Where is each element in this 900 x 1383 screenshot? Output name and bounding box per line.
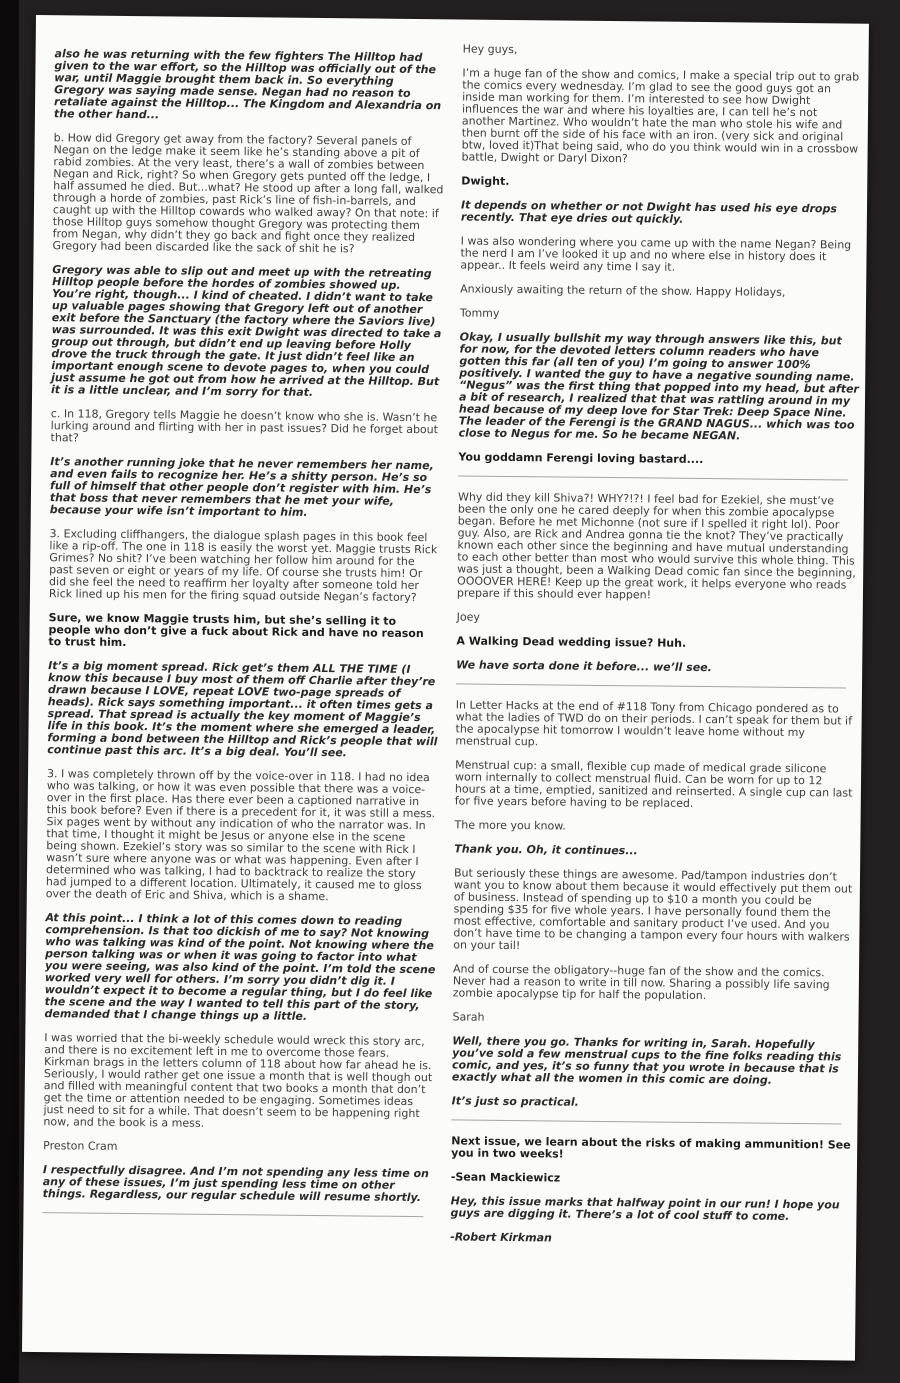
paragraph: It’s another running joke that he never remembers her name, and even fails to recognize her. He’s a shitty person. He’s so full of himself that other people don’t register with him. He’s that boss that never remembers that he met your wife, because your wife isn’t important to him. — [49, 455, 434, 519]
paragraph: Sarah — [452, 1010, 485, 1024]
paragraph: b. How did Gregory get away from the factory? Several panels of Negan on the ledge make it seem like he’s standing above a pit of rabid zombies. At the very least, there’s a wall of zombies between Negan and Rick, right? So when Gregory gets punted off the ledge, I half assumed he died. But...what? He stood up after a long fall, walked through a horde of zombies, past Rick’s line of fish-in-barrels, and caught up with the Hilltop cowards who walked away? On that note: if those Hilltop guys somehow thought Gregory was protecting them from Negan, why didn’t they go back and fight once they realized Gregory had been discarded like the sack of shit he is? — [52, 131, 444, 256]
paragraph: Okay, I usually bullshit my way through answers like this, but for now, for the devoted letters column readers who have gotten this far (all ten of you) I’m going to answer 100% positively. I wanted the guy to have a negative sounding name. “Negus” was the first thing that popped into my head, but after a bit of research, I realized that that was rattling around in my head because of my deep love for Star Trek: Deep Space Nine. The leader of the Ferengi is the GRAND NAGUS... which was too close to Negus for me. So he became NEGAN. — [458, 330, 859, 443]
letters-page-columns — [23, 15, 869, 1260]
paragraph: Tommy — [459, 306, 500, 320]
paragraph: The more you know. — [454, 818, 566, 833]
paragraph: I’m a huge fan of the show and comics, I make a special trip out to grab the comics every wednesday. I’m glad to see the good guys got an inside man working for them. I’m interested to see how Dwight influences the war and where his loyalties are, I can tell he’s not another Martinez. Who wouldn’t hate the man who stole his wife and then burnt off the side of his face with an iron. (very sick and original btw, loved it)That being said, who do you think would win in a crossbow battle, Dwight or Daryl Dixon? — [461, 66, 860, 166]
paragraph: It’s just so practical. — [451, 1094, 579, 1109]
paragraph: I respectfully disagree. And I’m not spending any less time on any of these issues, I’m just spending less time on other things. Regardless, our regular schedule will resume shortly. — [42, 1163, 429, 1205]
letter-separator — [458, 475, 848, 480]
scan-edge-shadow — [0, 0, 19, 1383]
paragraph: c. In 118, Gregory tells Maggie he doesn’t know who she is. Wasn’t he lurking around and flirting with her in past issues? Did he forget about that? — [50, 407, 439, 445]
paragraph: You goddamn Ferengi loving bastard.... — [458, 450, 704, 467]
letter-separator — [456, 683, 846, 688]
paragraph: also he was returning with the few fighters The Hilltop had given to the war effort, so the Hilltop was officially out of the war, until Maggie brought them back in. So everything Gregory was saying made sense. Negan had no reason to retaliate against the Hilltop... The Kingdom and Alexandria on the other hand... — [53, 47, 442, 122]
paragraph: It depends on whether or not Dwight has used his eye drops recently. That eye dries out quickly. — [460, 198, 837, 226]
paragraph: -Robert Kirkman — [450, 1230, 552, 1245]
paragraph: -Sean Mackiewicz — [450, 1170, 561, 1185]
paragraph: Dwight. — [461, 174, 510, 188]
paragraph: Next issue, we learn about the risks of making ammunition! See you in two weeks! — [451, 1134, 851, 1161]
paragraph: At this point... I think a lot of this comes down to reading comprehension. Is that too dickish of me to say? Not knowing who was talking was kind of the point. Not knowing where the person talking was or when it was going to factor into what you were seeing, was also kind of the point. I’m told the scene worked very well for others. I’m sorry you didn’t dig it. I wouldn’t expect it to become a regular thing, but I do feel like the scene and the way I wanted to tell this part of the story, demanded that I change things up a little. — [44, 911, 436, 1023]
paragraph: Hey, this issue marks that halfway point in our run! I hope you guys are digging it. There’s a lot of cool stuff to come. — [450, 1194, 840, 1223]
paragraph: Sure, we know Maggie trusts him, but she’s selling it to people who don’t give a fuck about Rick and have no reason to trust him. — [48, 611, 424, 649]
paragraph: Preston Cram — [43, 1139, 118, 1153]
paragraph: I was also wondering where you came up with the name Negan? Being the nerd I am I’ve looked it up and no where else in history does it appear.. It feels weird any time I say it. — [460, 234, 852, 274]
paragraph: In Letter Hacks at the end of #118 Tony from Chicago pondered as to what the ladies of TWD do on their periods. I can’t speak for them but if the apocalypse hit tomorrow I wouldn’t leave home without my menstrual cup. — [455, 698, 853, 749]
paragraph: A Walking Dead wedding issue? Huh. — [456, 634, 687, 650]
paragraph: It’s a big moment spread. Rick get’s them ALL THE TIME (I know this because I buy most of them off Charlie after they’re drawn because I LOVE, repeat LOVE two-page spreads of heads). Rick says something important... it often times gets a spread. That spread is actually the key moment of Maggie’s life in this book. It’s the moment where she emerged a leader, forming a bond between the Hilltop and Rick’s people that will continue past this arc. It’s a big deal. You’ll see. — [47, 659, 438, 760]
right-column — [450, 43, 863, 1259]
letter-separator — [42, 1212, 423, 1217]
paragraph: Joey — [456, 610, 481, 624]
paragraph: And of course the obligatory--huge fan of the show and the comics. Never had a reason to write in till now. Sharing a possibly life saving zombie apocalypse tip for half the population. — [452, 962, 830, 1003]
letters-page — [22, 15, 869, 1361]
paragraph: I was worried that the bi-weekly schedule would wreck this story arc, and there is no excitement left in me to overcome those fears. Kirkman brags in the letters column of 118 about how far ahead he is. Seriously, I would rather get one issue a month that is well though out and filled with meaningful content that two books a month that don’t get the time or attention needed to be engaging. Sometimes ideas just need to sit for a while. That doesn’t seem to be happening right now, and the book is a mess. — [43, 1031, 433, 1130]
paragraph: 3. Excluding cliffhangers, the dialogue splash pages in this book feel like a rip-off. The one in 118 is easily the worst yet. Maggie trusts Rick Grimes? No shit? I’ve been watching her follow him around for the past seven or eight or years of my life. Of course she trusts him! Or did she feel the need to reaffirm her loyalty after someone told her Rick lined up his men for the firing squad outside Negan’s factory? — [48, 527, 438, 605]
paragraph: Why did they kill Shiva?! WHY?!?! I feel bad for Ezekiel, she must’ve been the only one he cared deeply for when this zombie apocalypse began. Before he met Michonne (not sure if I spelled it right lol). Poor guy. Also, are Rick and Andrea gonna tie the knot? They’ve practically known each other since the beginning and have mutual understanding to each other better than most who would survive this whole thing. This was just a thought, been a Walking Dead comic fan since the beginning, OOOOVER HERE! Keep up the great work, it helps everyone who reads prepare if this should ever happen! — [456, 490, 856, 602]
paragraph: Thank you. Oh, it continues... — [454, 842, 638, 858]
paragraph: Anxiously awaiting the return of the show. Happy Holidays, — [460, 282, 786, 299]
paragraph: 3. I was completely thrown off by the voice-over in 118. I had no idea who was talking, or how it was even possible that there was a voice-over in the first place. Has there ever been a captioned narrative in this book before? Even if there is a precedent for it, it was still a mess. Six pages went by without any indication of who the narrator was. In that time, I thought it might be Jesus or anyone else in the scene being shown. Ezekiel’s story was so similar to the scene with Rick I wasn’t sure where anyone was or what was happening. Even after I determined who was talking, I had to backtrack to realize the story had jumped to a different location. Ultimately, it caused me to gloss over the death of Eric and Shiva, which is a shame. — [45, 767, 436, 904]
paragraph: But seriously these things are awesome. Pad/tampon industries don’t want you to know about them because it would effectively put them out of business. Instead of spending up to $10 a month you could be spending $35 for five whole years. I have personally found them the most effective, comfortable and sanitary product I’ve used. And you don’t have time to be changing a tampon every four hours with walkers on your tail! — [453, 866, 853, 953]
paragraph: Well, there you go. Thanks for writing in, Sarah. Hopefully you’ve sold a few menstrual cups to the fine folks reading this comic, and yes, it’s so funny that you wrote in because that is exactly what all the women in this comic are doing. — [451, 1034, 842, 1087]
paragraph: Menstrual cup: a small, flexible cup made of medical grade silicone worn internally to collect menstrual fluid. Can be worn for up to 12 hours at a time, emptied, sanitized and reinserted. A single cup can last for five years before having to be replaced. — [454, 758, 853, 810]
left-column — [42, 39, 446, 1255]
paragraph: Hey guys, — [462, 42, 518, 57]
paragraph: Gregory was able to slip out and meet up with the retreating Hilltop people before the hordes of zombies showed up. You’re right, though... I kind of cheated. I didn’t want to take up valuable pages showing that Gregory left out of another exit before the Sanctuary (the factory where the Saviors live) was surrounded. It was this exit Dwight was directed to take a group out through, but didn’t end up leaving before Holly drove the truck through the gate. It just didn’t feel like an important enough scene to devote pages to, when you could just assume he got out from how he arrived at the Hilltop. But it is a little unclear, and I’m sorry for that. — [51, 263, 442, 399]
paragraph: We have sorta done it before... we’ll see. — [456, 658, 712, 675]
letter-separator — [451, 1119, 841, 1124]
